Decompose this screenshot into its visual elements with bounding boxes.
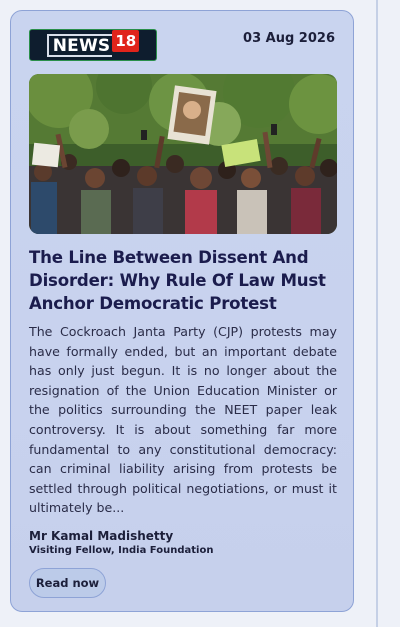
news18-logo [29,29,157,61]
page-divider [376,0,378,627]
article-image[interactable] [29,74,337,234]
article-headline[interactable]: The Line Between Dissent And Disorder: Why Rule Of Law Must Anchor Democratic Protest [29,248,326,313]
read-now-button[interactable]: Read now [29,568,106,598]
article-card[interactable] [10,10,354,612]
article-excerpt: The Cockroach Janta Party (CJP) protests may have formally ended, but an important debate has only just begun. It is no longer about the resignation of the Union Education Minister or the politics surrounding the NEET paper leak controversy. It is about something far more fundamental to any constitutional democracy: can criminal liability arising from protests be settled through political negotiations, or must it ultimately be... [29,324,337,516]
article-date: 03 Aug 2026 [243,31,335,46]
author-title: Visiting Fellow, India Foundation [29,545,214,556]
logo-text: NEWS [47,34,113,57]
logo-number: 18 [112,30,139,52]
protest-photo-icon [29,74,337,234]
author-name: Mr Kamal Madishetty [29,529,174,543]
